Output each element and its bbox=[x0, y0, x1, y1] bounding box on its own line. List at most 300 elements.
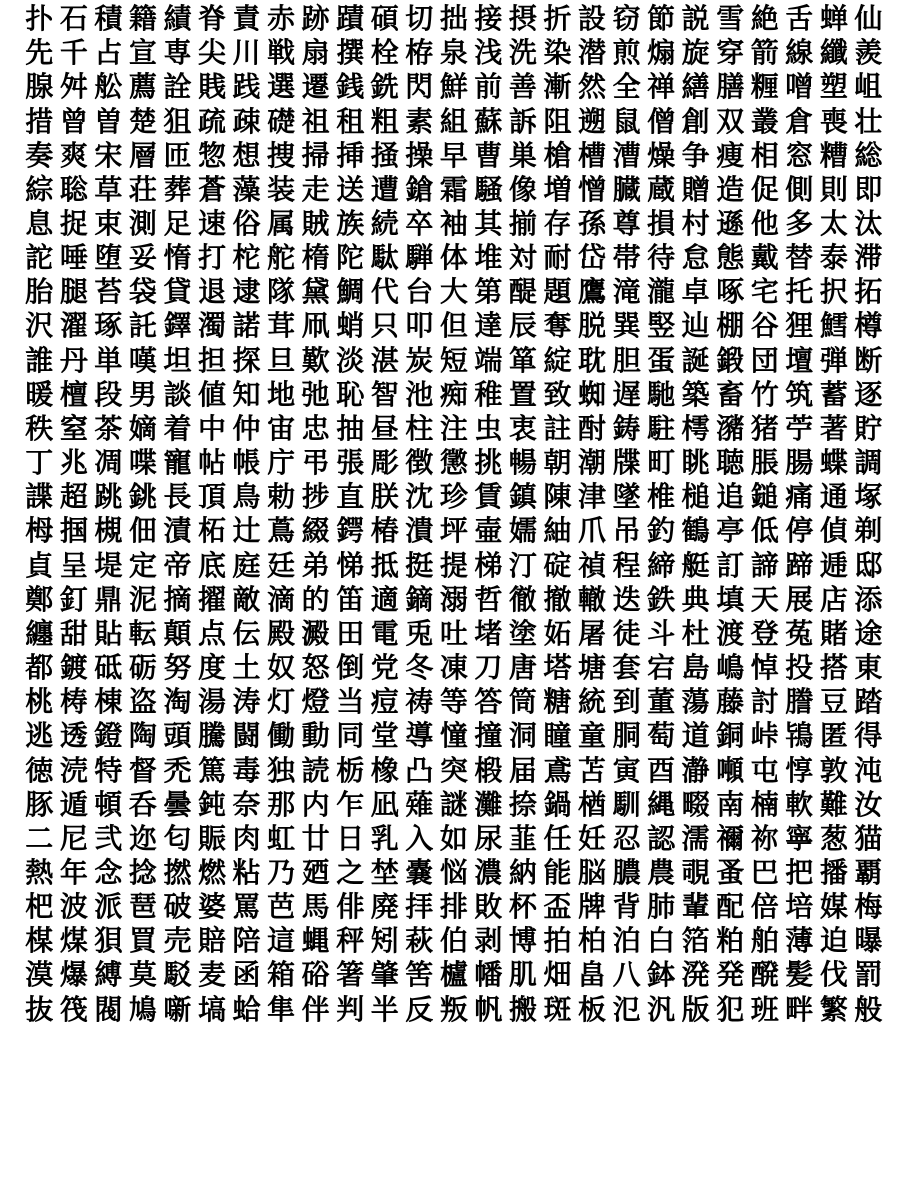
glyph-character: 憧 bbox=[439, 719, 468, 753]
glyph-character: 蘇 bbox=[474, 104, 503, 138]
glyph-character: 楳 bbox=[25, 924, 54, 958]
glyph-character: 鐸 bbox=[163, 309, 192, 343]
glyph-character: 苧 bbox=[785, 411, 814, 445]
glyph-character: 兆 bbox=[59, 446, 88, 480]
glyph-character: 鱈 bbox=[819, 309, 848, 343]
glyph-character: 相 bbox=[750, 138, 779, 172]
glyph-character: 謄 bbox=[785, 685, 814, 719]
glyph-character: 知 bbox=[232, 377, 261, 411]
glyph-character: 臓 bbox=[612, 172, 641, 206]
glyph-character: 蛸 bbox=[336, 309, 365, 343]
glyph-character: 団 bbox=[750, 343, 779, 377]
glyph-row bbox=[22, 70, 886, 104]
glyph-character: 嘆 bbox=[128, 343, 157, 377]
glyph-character: 豚 bbox=[25, 787, 54, 821]
glyph-row bbox=[22, 753, 886, 787]
glyph-character: 鍛 bbox=[716, 343, 745, 377]
glyph-character: 捻 bbox=[128, 855, 157, 889]
glyph-character: 燥 bbox=[647, 138, 676, 172]
glyph-character: 都 bbox=[25, 651, 54, 685]
glyph-character: 努 bbox=[163, 651, 192, 685]
glyph-character: 奪 bbox=[543, 309, 572, 343]
glyph-row bbox=[22, 275, 886, 309]
glyph-character: 売 bbox=[163, 924, 192, 958]
glyph-row bbox=[22, 446, 886, 480]
glyph-character: 酉 bbox=[647, 753, 676, 787]
glyph-character: 銑 bbox=[370, 70, 399, 104]
glyph-character: 泉 bbox=[439, 36, 468, 70]
glyph-character: 長 bbox=[163, 480, 192, 514]
glyph-character: 旦 bbox=[267, 343, 296, 377]
glyph-character: 則 bbox=[819, 172, 848, 206]
glyph-character: 蝶 bbox=[819, 446, 848, 480]
glyph-character: 弟 bbox=[301, 548, 330, 582]
glyph-character: 僧 bbox=[647, 104, 676, 138]
glyph-character: 惇 bbox=[785, 753, 814, 787]
glyph-character: 挺 bbox=[405, 548, 434, 582]
glyph-character: 蹟 bbox=[336, 2, 365, 36]
glyph-character: 停 bbox=[785, 514, 814, 548]
glyph-character: 硲 bbox=[301, 958, 330, 992]
glyph-character: 釘 bbox=[59, 582, 88, 616]
glyph-character: 典 bbox=[681, 582, 710, 616]
glyph-character: 佃 bbox=[128, 514, 157, 548]
glyph-character: 壷 bbox=[474, 514, 503, 548]
glyph-character: 鎮 bbox=[508, 480, 537, 514]
glyph-character: 追 bbox=[716, 480, 745, 514]
glyph-character: 槌 bbox=[681, 480, 710, 514]
glyph-character: 涛 bbox=[232, 685, 261, 719]
glyph-character: 帳 bbox=[232, 446, 261, 480]
glyph-character: 鄭 bbox=[25, 582, 54, 616]
glyph-character: 茶 bbox=[94, 411, 123, 445]
glyph-character: 頭 bbox=[163, 719, 192, 753]
glyph-character: 舩 bbox=[94, 70, 123, 104]
glyph-character: 嬬 bbox=[508, 514, 537, 548]
glyph-character: 天 bbox=[750, 582, 779, 616]
glyph-character: 践 bbox=[232, 70, 261, 104]
glyph-character: 同 bbox=[336, 719, 365, 753]
glyph-character: 塘 bbox=[578, 651, 607, 685]
glyph-character: 荘 bbox=[128, 172, 157, 206]
glyph-character: 偵 bbox=[819, 514, 848, 548]
glyph-character: 孫 bbox=[578, 207, 607, 241]
glyph-character: 秤 bbox=[336, 924, 365, 958]
glyph-character: 碩 bbox=[370, 2, 399, 36]
glyph-character: 蜘 bbox=[578, 377, 607, 411]
glyph-character: 認 bbox=[647, 821, 676, 855]
glyph-character: 蝉 bbox=[819, 2, 848, 36]
glyph-character: 菟 bbox=[785, 616, 814, 650]
glyph-character: 砥 bbox=[94, 651, 123, 685]
glyph-character: 畠 bbox=[578, 958, 607, 992]
glyph-character: 著 bbox=[819, 411, 848, 445]
glyph-character: 俗 bbox=[232, 207, 261, 241]
glyph-character: 唾 bbox=[59, 241, 88, 275]
glyph-character: 探 bbox=[232, 343, 261, 377]
glyph-character: 底 bbox=[198, 548, 227, 582]
glyph-character: 柁 bbox=[232, 241, 261, 275]
glyph-character: 嫡 bbox=[128, 411, 157, 445]
glyph-character: 帖 bbox=[198, 446, 227, 480]
glyph-character: 足 bbox=[163, 207, 192, 241]
glyph-character: 庁 bbox=[267, 446, 296, 480]
glyph-character: 堤 bbox=[94, 548, 123, 582]
glyph-character: 捗 bbox=[301, 480, 330, 514]
glyph-row bbox=[22, 822, 886, 856]
glyph-character: 阻 bbox=[543, 104, 572, 138]
glyph-character: 徳 bbox=[25, 753, 54, 787]
glyph-character: 椎 bbox=[647, 480, 676, 514]
glyph-character: 槍 bbox=[543, 138, 572, 172]
glyph-character: 梯 bbox=[474, 548, 503, 582]
glyph-row bbox=[22, 788, 886, 822]
glyph-character: 播 bbox=[819, 855, 848, 889]
glyph-character: 筑 bbox=[785, 377, 814, 411]
glyph-character: 掴 bbox=[59, 514, 88, 548]
glyph-character: 透 bbox=[59, 719, 88, 753]
glyph-character: 珍 bbox=[439, 480, 468, 514]
glyph-character: 太 bbox=[819, 207, 848, 241]
glyph-character: 丹 bbox=[59, 343, 88, 377]
glyph-character: 男 bbox=[128, 377, 157, 411]
glyph-character: 貼 bbox=[94, 616, 123, 650]
glyph-character: 敦 bbox=[819, 753, 848, 787]
glyph-character: 輩 bbox=[681, 890, 710, 924]
glyph-character: 双 bbox=[716, 104, 745, 138]
glyph-character: 戴 bbox=[750, 241, 779, 275]
glyph-character: 謎 bbox=[439, 787, 468, 821]
glyph-character: 柏 bbox=[578, 924, 607, 958]
glyph-character: 綜 bbox=[25, 172, 54, 206]
glyph-character: 発 bbox=[716, 958, 745, 992]
glyph-character: 村 bbox=[681, 207, 710, 241]
glyph-character: 戦 bbox=[267, 36, 296, 70]
glyph-character: 操 bbox=[405, 138, 434, 172]
glyph-character: 銭 bbox=[336, 70, 365, 104]
glyph-character: 堆 bbox=[474, 241, 503, 275]
glyph-character: 滴 bbox=[267, 582, 296, 616]
glyph-character: 騰 bbox=[198, 719, 227, 753]
glyph-character: 虹 bbox=[267, 821, 296, 855]
glyph-character: 炭 bbox=[405, 343, 434, 377]
glyph-character: 搬 bbox=[508, 992, 537, 1026]
glyph-character: 肉 bbox=[232, 821, 261, 855]
glyph-character: 濯 bbox=[59, 309, 88, 343]
glyph-character: 漕 bbox=[612, 138, 641, 172]
glyph-character: 繕 bbox=[681, 70, 710, 104]
glyph-character: 石 bbox=[59, 2, 88, 36]
glyph-character: 踏 bbox=[854, 685, 883, 719]
glyph-character: 迩 bbox=[128, 821, 157, 855]
glyph-character: 舵 bbox=[267, 241, 296, 275]
glyph-character: 跳 bbox=[94, 480, 123, 514]
glyph-character: 淘 bbox=[163, 685, 192, 719]
glyph-character: 掻 bbox=[370, 138, 399, 172]
glyph-character: 袋 bbox=[128, 275, 157, 309]
glyph-character: 島 bbox=[681, 651, 710, 685]
glyph-character: 拍 bbox=[543, 924, 572, 958]
glyph-character: 鼠 bbox=[612, 104, 641, 138]
glyph-character: 誕 bbox=[681, 343, 710, 377]
glyph-character: 賊 bbox=[301, 207, 330, 241]
glyph-character: 這 bbox=[267, 924, 296, 958]
glyph-character: 投 bbox=[785, 651, 814, 685]
glyph-character: 浅 bbox=[474, 36, 503, 70]
glyph-character: 凧 bbox=[301, 309, 330, 343]
glyph-character: 脊 bbox=[198, 2, 227, 36]
glyph-character: 陶 bbox=[128, 719, 157, 753]
glyph-character: 般 bbox=[854, 992, 883, 1026]
glyph-character: 禰 bbox=[716, 821, 745, 855]
glyph-character: 匂 bbox=[163, 821, 192, 855]
glyph-character: 白 bbox=[647, 924, 676, 958]
glyph-character: 導 bbox=[405, 719, 434, 753]
glyph-character: 隼 bbox=[267, 992, 296, 1026]
glyph-character: 鳩 bbox=[128, 992, 157, 1026]
glyph-character: 年 bbox=[59, 855, 88, 889]
glyph-character: 叛 bbox=[439, 992, 468, 1026]
glyph-character: 届 bbox=[508, 753, 537, 787]
glyph-character: 態 bbox=[716, 241, 745, 275]
glyph-character: 醗 bbox=[750, 958, 779, 992]
glyph-character: 膳 bbox=[716, 70, 745, 104]
glyph-character: 幡 bbox=[474, 958, 503, 992]
glyph-character: 屯 bbox=[750, 753, 779, 787]
glyph-character: 栃 bbox=[336, 753, 365, 787]
glyph-character: 達 bbox=[474, 309, 503, 343]
glyph-character: 埜 bbox=[370, 855, 399, 889]
glyph-character: 肺 bbox=[647, 890, 676, 924]
glyph-character: 賠 bbox=[198, 924, 227, 958]
glyph-character: 斑 bbox=[543, 992, 572, 1026]
glyph-character: 続 bbox=[370, 207, 399, 241]
glyph-character: 奴 bbox=[267, 651, 296, 685]
glyph-character: 潰 bbox=[405, 514, 434, 548]
glyph-character: 辻 bbox=[232, 514, 261, 548]
glyph-character: 捜 bbox=[267, 138, 296, 172]
glyph-character: 訴 bbox=[508, 104, 537, 138]
glyph-character: 廃 bbox=[370, 890, 399, 924]
glyph-character: 祢 bbox=[750, 821, 779, 855]
glyph-character: 雪 bbox=[716, 2, 745, 36]
glyph-character: 走 bbox=[301, 172, 330, 206]
glyph-character: 眺 bbox=[681, 446, 710, 480]
glyph-character: 塗 bbox=[508, 616, 537, 650]
glyph-character: 鍋 bbox=[543, 787, 572, 821]
glyph-character: 泰 bbox=[819, 241, 848, 275]
glyph-character: 冬 bbox=[405, 651, 434, 685]
glyph-character: 徹 bbox=[508, 582, 537, 616]
glyph-character: 拓 bbox=[854, 275, 883, 309]
glyph-character: 東 bbox=[854, 651, 883, 685]
glyph-character: 瞳 bbox=[543, 719, 572, 753]
glyph-character: 撞 bbox=[474, 719, 503, 753]
glyph-character: 直 bbox=[336, 480, 365, 514]
glyph-character: 覗 bbox=[681, 855, 710, 889]
glyph-character: 巽 bbox=[612, 309, 641, 343]
glyph-character: 箸 bbox=[336, 958, 365, 992]
glyph-character: 旋 bbox=[681, 36, 710, 70]
glyph-character: 丁 bbox=[25, 446, 54, 480]
glyph-character: 忍 bbox=[612, 821, 641, 855]
glyph-character: 溌 bbox=[681, 958, 710, 992]
glyph-character: 徴 bbox=[405, 446, 434, 480]
glyph-character: 遜 bbox=[716, 207, 745, 241]
glyph-character: 怒 bbox=[301, 651, 330, 685]
glyph-character: 挑 bbox=[474, 446, 503, 480]
glyph-character: 妥 bbox=[128, 241, 157, 275]
glyph-character: 董 bbox=[647, 685, 676, 719]
glyph-character: 騒 bbox=[474, 172, 503, 206]
glyph-character: 遅 bbox=[612, 377, 641, 411]
glyph-character: 豆 bbox=[819, 685, 848, 719]
glyph-character: 痘 bbox=[370, 685, 399, 719]
glyph-character: 衷 bbox=[508, 411, 537, 445]
glyph-character: 麦 bbox=[198, 958, 227, 992]
glyph-character: 鳥 bbox=[232, 480, 261, 514]
glyph-character: 填 bbox=[716, 582, 745, 616]
glyph-character: 猪 bbox=[750, 411, 779, 445]
glyph-character: 族 bbox=[336, 207, 365, 241]
glyph-character: 節 bbox=[647, 2, 676, 36]
glyph-character: 値 bbox=[198, 377, 227, 411]
glyph-character: 体 bbox=[439, 241, 468, 275]
glyph-character: 波 bbox=[59, 890, 88, 924]
glyph-character: 設 bbox=[578, 2, 607, 36]
glyph-character: 栓 bbox=[370, 36, 399, 70]
glyph-character: 難 bbox=[819, 787, 848, 821]
glyph-character: 閃 bbox=[405, 70, 434, 104]
glyph-character: 宋 bbox=[94, 138, 123, 172]
glyph-character: 地 bbox=[267, 377, 296, 411]
glyph-character: 糖 bbox=[543, 685, 572, 719]
glyph-character: 剃 bbox=[854, 514, 883, 548]
glyph-character: 第 bbox=[474, 275, 503, 309]
glyph-character: 粗 bbox=[370, 104, 399, 138]
glyph-character: 懲 bbox=[439, 446, 468, 480]
glyph-character: 鎗 bbox=[405, 172, 434, 206]
glyph-character: 争 bbox=[681, 138, 710, 172]
glyph-character: 善 bbox=[508, 70, 537, 104]
glyph-character: 背 bbox=[612, 890, 641, 924]
glyph-character: 束 bbox=[94, 207, 123, 241]
glyph-character: 暖 bbox=[25, 377, 54, 411]
glyph-character: 駐 bbox=[647, 411, 676, 445]
glyph-character: 痛 bbox=[785, 480, 814, 514]
glyph-row bbox=[22, 685, 886, 719]
glyph-character: 箪 bbox=[508, 343, 537, 377]
glyph-character: 店 bbox=[819, 582, 848, 616]
glyph-character: 泊 bbox=[612, 924, 641, 958]
glyph-character: 超 bbox=[59, 480, 88, 514]
glyph-character: 腺 bbox=[25, 70, 54, 104]
glyph-character: 板 bbox=[578, 992, 607, 1026]
glyph-character: 罰 bbox=[854, 958, 883, 992]
glyph-character: 二 bbox=[25, 821, 54, 855]
glyph-character: 染 bbox=[543, 36, 572, 70]
glyph-character: 寵 bbox=[163, 446, 192, 480]
glyph-character: 槽 bbox=[578, 138, 607, 172]
glyph-character: 薙 bbox=[405, 787, 434, 821]
glyph-character: 濡 bbox=[681, 821, 710, 855]
glyph-character: 壇 bbox=[785, 343, 814, 377]
glyph-character: 宕 bbox=[647, 651, 676, 685]
glyph-character: 属 bbox=[267, 207, 296, 241]
glyph-row bbox=[22, 344, 886, 378]
glyph-character: 通 bbox=[819, 480, 848, 514]
glyph-character: 橡 bbox=[370, 753, 399, 787]
glyph-character: 他 bbox=[750, 207, 779, 241]
glyph-character: 惰 bbox=[163, 241, 192, 275]
glyph-character: 把 bbox=[785, 855, 814, 889]
glyph-character: 肇 bbox=[370, 958, 399, 992]
glyph-row bbox=[22, 719, 886, 753]
glyph-character: 毒 bbox=[232, 753, 261, 787]
glyph-character: 茸 bbox=[267, 309, 296, 343]
glyph-character: 尼 bbox=[59, 821, 88, 855]
glyph-character: 舛 bbox=[59, 70, 88, 104]
glyph-character: 蓄 bbox=[819, 377, 848, 411]
glyph-character: 摂 bbox=[508, 2, 537, 36]
glyph-character: 罵 bbox=[232, 890, 261, 924]
glyph-character: 築 bbox=[681, 377, 710, 411]
glyph-character: 即 bbox=[854, 172, 883, 206]
glyph-character: 徒 bbox=[612, 616, 641, 650]
glyph-character: 遷 bbox=[301, 70, 330, 104]
glyph-character: 薄 bbox=[785, 924, 814, 958]
glyph-character: 悼 bbox=[750, 651, 779, 685]
glyph-character: 層 bbox=[128, 138, 157, 172]
glyph-character: 配 bbox=[716, 890, 745, 924]
glyph-character: 岨 bbox=[854, 70, 883, 104]
glyph-character: 虫 bbox=[474, 411, 503, 445]
glyph-character: 凪 bbox=[370, 787, 399, 821]
glyph-character: 梅 bbox=[854, 890, 883, 924]
glyph-character: 程 bbox=[612, 548, 641, 582]
glyph-character: 窓 bbox=[785, 138, 814, 172]
glyph-character: 葱 bbox=[819, 821, 848, 855]
glyph-row bbox=[22, 309, 886, 343]
glyph-character: 琶 bbox=[128, 890, 157, 924]
glyph-character: 働 bbox=[267, 719, 296, 753]
glyph-character: 的 bbox=[301, 582, 330, 616]
glyph-character: 噺 bbox=[163, 992, 192, 1026]
glyph-character: 樽 bbox=[854, 309, 883, 343]
glyph-character: 檀 bbox=[59, 377, 88, 411]
glyph-row bbox=[22, 993, 886, 1027]
glyph-character: 鶴 bbox=[681, 514, 710, 548]
glyph-character: 鋳 bbox=[612, 411, 641, 445]
glyph-character: 汝 bbox=[854, 787, 883, 821]
glyph-character: 喋 bbox=[128, 446, 157, 480]
glyph-character: 憎 bbox=[578, 172, 607, 206]
glyph-character: 覇 bbox=[854, 855, 883, 889]
glyph-character: 鮮 bbox=[439, 70, 468, 104]
glyph-character: 奏 bbox=[25, 138, 54, 172]
glyph-character: 騨 bbox=[405, 241, 434, 275]
glyph-character: 綴 bbox=[301, 514, 330, 548]
glyph-character: 造 bbox=[716, 172, 745, 206]
glyph-character: 窒 bbox=[59, 411, 88, 445]
glyph-character: 諦 bbox=[750, 548, 779, 582]
glyph-character: 楠 bbox=[750, 787, 779, 821]
glyph-character: 桃 bbox=[25, 685, 54, 719]
glyph-row bbox=[22, 549, 886, 583]
glyph-character: 藤 bbox=[716, 685, 745, 719]
glyph-character: 奈 bbox=[232, 787, 261, 821]
glyph-character: 弾 bbox=[819, 343, 848, 377]
